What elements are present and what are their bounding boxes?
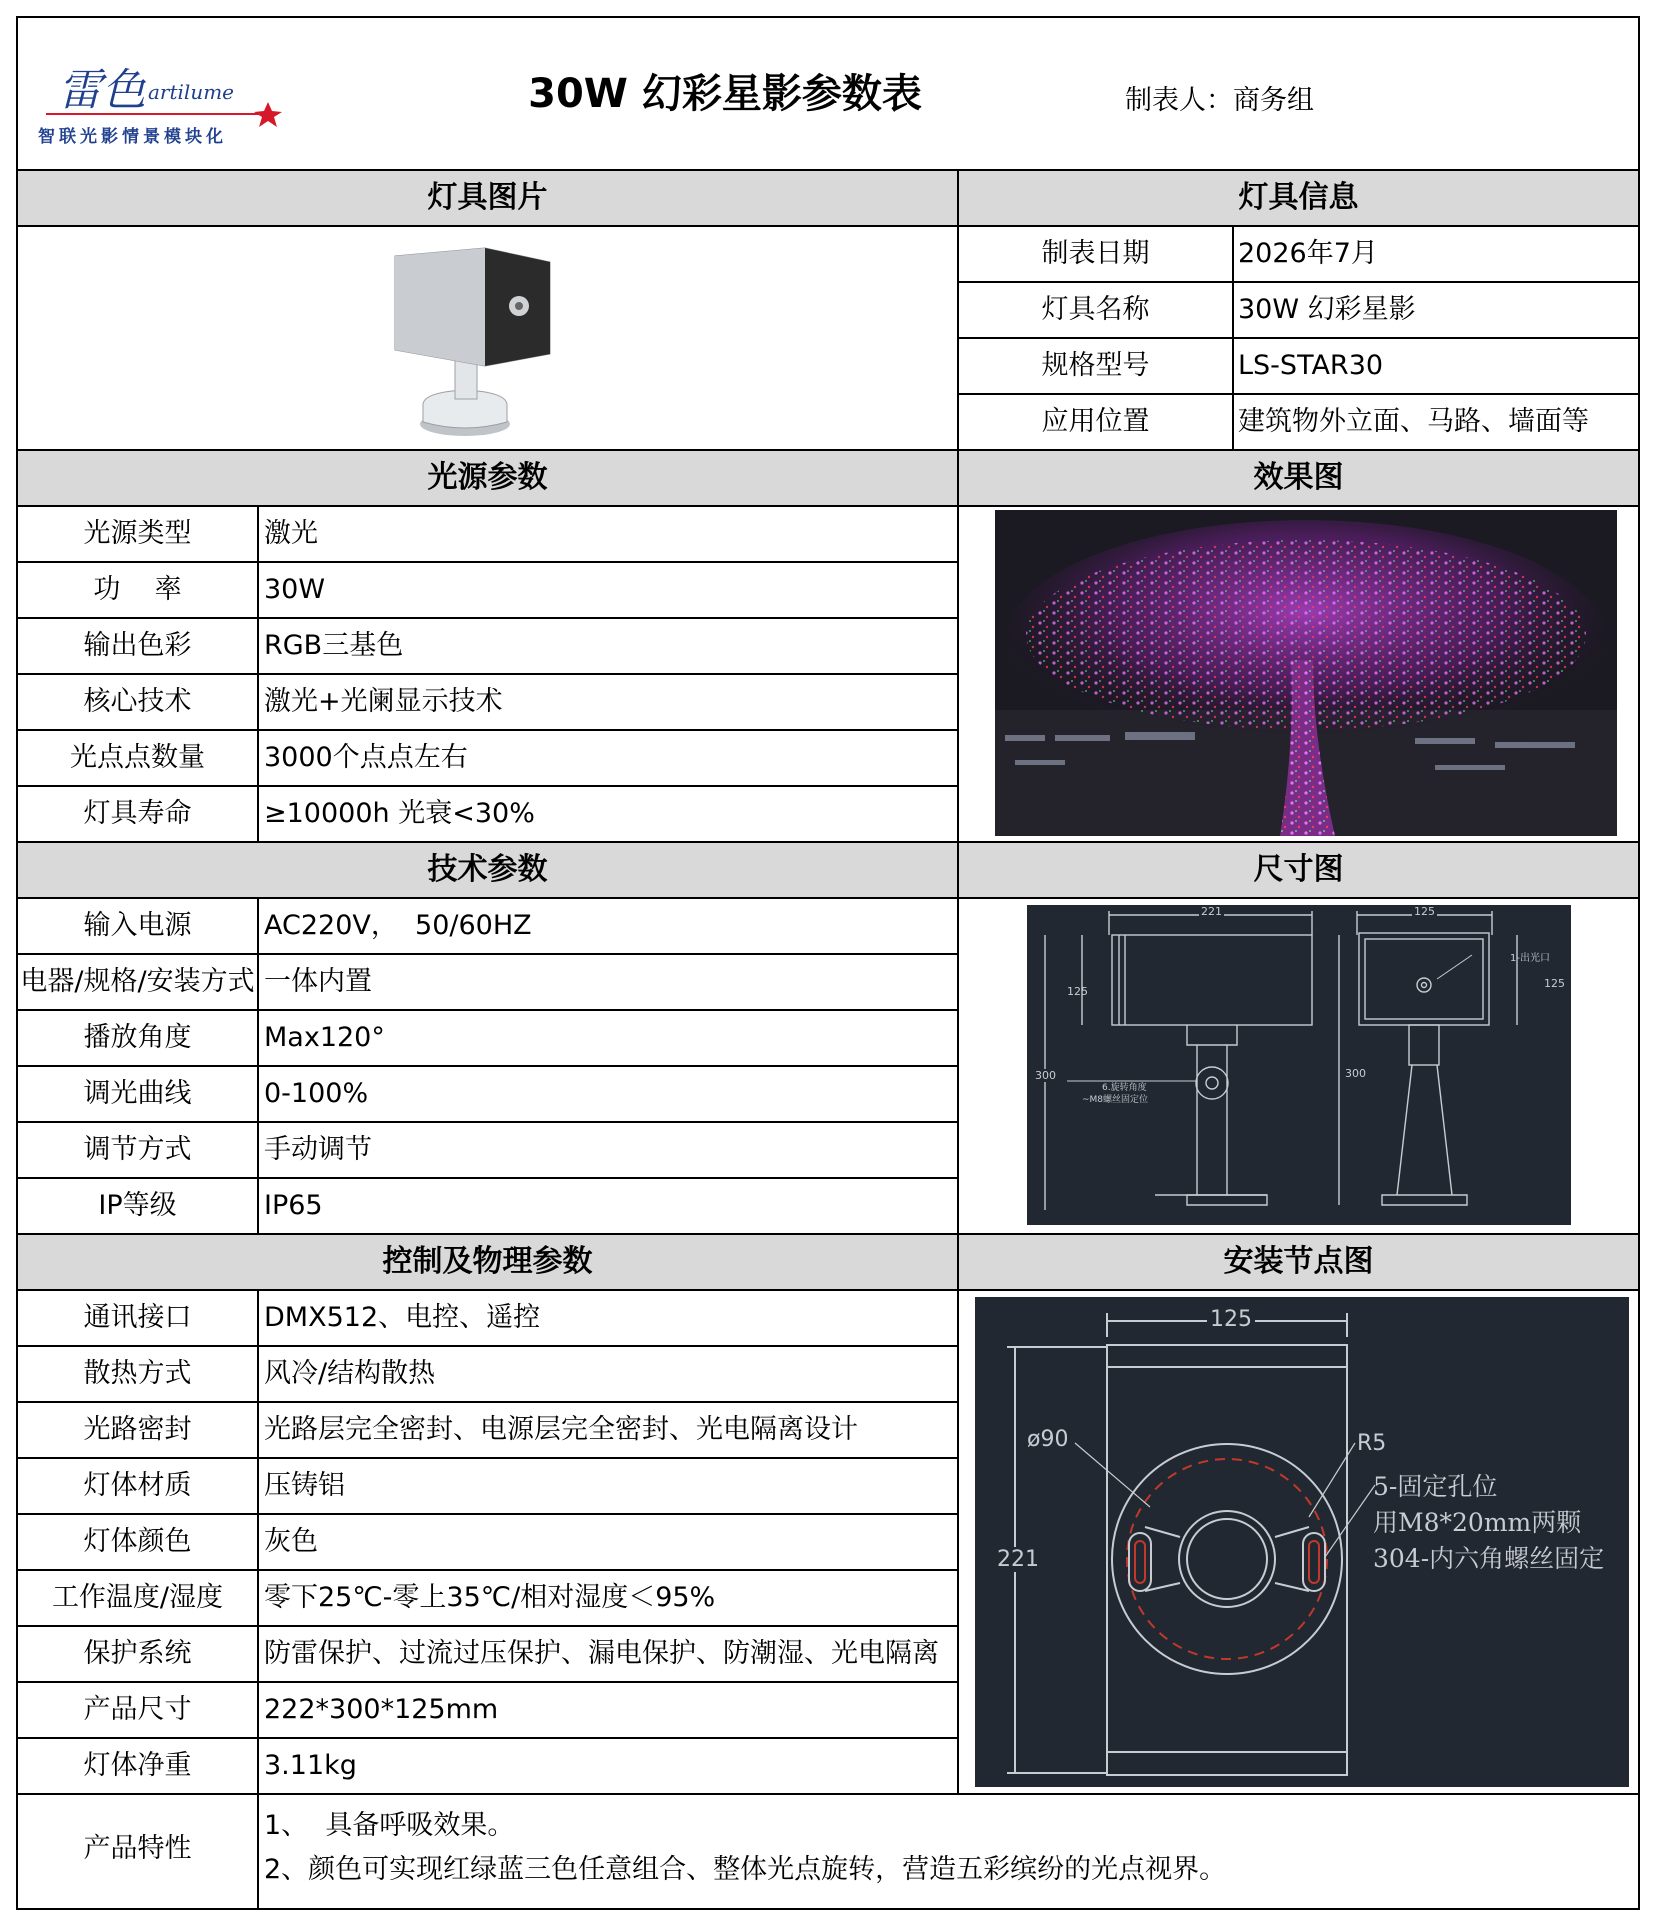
install-height: 221 bbox=[997, 1547, 1039, 1572]
product-photo bbox=[385, 244, 560, 439]
dim-outlet-note: 1-出光口 bbox=[1510, 953, 1550, 964]
light-value: 激光 bbox=[264, 518, 318, 549]
light-label: 光点点数量 bbox=[70, 742, 205, 773]
control-label: 保护系统 bbox=[83, 1638, 192, 1669]
control-label: 灯体净重 bbox=[83, 1750, 192, 1781]
install-note-hex: 304-内六角螺丝固定 bbox=[1373, 1544, 1605, 1573]
section-title-tech: 技术参数 bbox=[427, 852, 548, 887]
light-label: 光源类型 bbox=[83, 518, 192, 549]
section-title-light-source: 光源参数 bbox=[427, 460, 548, 495]
dim-total-height-left: 300 bbox=[1035, 1069, 1056, 1082]
table-maker: 制表人：商务组 bbox=[1125, 85, 1314, 116]
feature-line-1: 1、 具备呼吸效果。 bbox=[264, 1810, 515, 1841]
light-label: 灯具寿命 bbox=[83, 798, 192, 829]
light-value: ≥10000h 光衰<30% bbox=[264, 798, 535, 829]
logo-slogan: 智联光影情景模块化 bbox=[38, 127, 227, 147]
dim-note-rotation: 6.旋转角度 bbox=[1102, 1083, 1147, 1093]
dim-total-height-right: 300 bbox=[1345, 1067, 1366, 1080]
dim-front-height: 125 bbox=[1544, 977, 1565, 990]
control-label: 光路密封 bbox=[83, 1414, 192, 1445]
light-value: RGB三基色 bbox=[264, 630, 404, 661]
section-title-info: 灯具信息 bbox=[1238, 180, 1359, 215]
tech-value: IP65 bbox=[264, 1190, 323, 1221]
info-label: 制表日期 bbox=[1041, 238, 1150, 269]
install-width: 125 bbox=[1207, 1307, 1255, 1332]
control-value: 光路层完全密封、电源层完全密封、光电隔离设计 bbox=[264, 1414, 858, 1445]
light-value: 30W bbox=[264, 574, 326, 605]
section-title-install: 安装节点图 bbox=[1223, 1244, 1374, 1279]
install-note-holes: 5-固定孔位 bbox=[1373, 1472, 1498, 1501]
control-label: 通讯接口 bbox=[83, 1302, 192, 1333]
logo-english-mark: artilume bbox=[148, 80, 234, 104]
control-label: 灯体材质 bbox=[83, 1470, 192, 1501]
dim-note-screw: ~M8螺丝固定位 bbox=[1082, 1095, 1149, 1105]
control-value: DMX512、电控、遥控 bbox=[264, 1302, 541, 1333]
effect-photo bbox=[995, 510, 1617, 836]
section-title-effect: 效果图 bbox=[1253, 460, 1344, 495]
info-value: LS-STAR30 bbox=[1238, 350, 1384, 381]
logo-chinese-mark: 雷色 bbox=[58, 65, 146, 116]
tech-value: 一体内置 bbox=[264, 966, 372, 997]
install-radius: R5 bbox=[1357, 1431, 1387, 1456]
tech-value: 0-100% bbox=[264, 1078, 369, 1109]
light-label: 输出色彩 bbox=[83, 630, 192, 661]
info-label: 应用位置 bbox=[1041, 406, 1150, 437]
info-value: 2026年7月 bbox=[1238, 238, 1378, 269]
tech-label: 调光曲线 bbox=[83, 1078, 192, 1109]
tech-label: 调节方式 bbox=[83, 1134, 192, 1165]
info-label: 规格型号 bbox=[1041, 350, 1150, 381]
control-value: 防雷保护、过流过压保护、漏电保护、防潮湿、光电隔离 bbox=[264, 1638, 939, 1669]
features-label: 产品特性 bbox=[83, 1833, 192, 1864]
light-value: 3000个点点左右 bbox=[264, 742, 468, 773]
control-label: 灯体颜色 bbox=[83, 1526, 192, 1557]
tech-value: 手动调节 bbox=[264, 1134, 372, 1165]
control-value: 3.11kg bbox=[264, 1750, 357, 1781]
control-value: 风冷/结构散热 bbox=[264, 1358, 436, 1389]
tech-label: 播放角度 bbox=[83, 1022, 192, 1053]
tech-value: AC220V， 50/60HZ bbox=[264, 910, 532, 941]
dim-side-width: 221 bbox=[1201, 905, 1222, 918]
info-value: 建筑物外立面、马路、墙面等 bbox=[1238, 406, 1589, 437]
control-value: 零下25℃-零上35℃/相对湿度＜95% bbox=[264, 1582, 716, 1613]
control-label: 工作温度/湿度 bbox=[51, 1582, 224, 1613]
control-value: 222*300*125mm bbox=[264, 1694, 499, 1725]
tech-value: Max120° bbox=[264, 1022, 385, 1053]
tech-label: 电器/规格/安装方式 bbox=[20, 966, 255, 997]
install-diameter: ø90 bbox=[1027, 1427, 1069, 1452]
install-note-screws: 用M8*20mm两颗 bbox=[1373, 1508, 1582, 1537]
control-label: 产品尺寸 bbox=[83, 1694, 192, 1725]
dim-front-width: 125 bbox=[1414, 905, 1435, 918]
control-value: 灰色 bbox=[264, 1526, 318, 1557]
section-title-control: 控制及物理参数 bbox=[382, 1244, 593, 1279]
tech-label: 输入电源 bbox=[83, 910, 192, 941]
info-label: 灯具名称 bbox=[1041, 294, 1150, 325]
dimension-drawing bbox=[1027, 905, 1571, 1225]
light-value: 激光+光阑显示技术 bbox=[264, 686, 503, 717]
tech-label: IP等级 bbox=[98, 1190, 177, 1221]
light-label: 功 率 bbox=[93, 574, 182, 605]
control-label: 散热方式 bbox=[83, 1358, 192, 1389]
light-label: 核心技术 bbox=[83, 686, 192, 717]
install-drawing bbox=[975, 1297, 1629, 1787]
sheet-title: 30W 幻彩星影参数表 bbox=[528, 71, 922, 117]
dim-side-height: 125 bbox=[1067, 985, 1088, 998]
section-title-dimension: 尺寸图 bbox=[1253, 852, 1344, 887]
feature-line-2: 2、颜色可实现红绿蓝三色任意组合、整体光点旋转，营造五彩缤纷的光点视界。 bbox=[264, 1854, 1227, 1885]
section-title-photo: 灯具图片 bbox=[427, 180, 548, 215]
company-logo bbox=[36, 50, 266, 150]
info-value: 30W 幻彩星影 bbox=[1238, 294, 1416, 325]
control-value: 压铸铝 bbox=[264, 1470, 345, 1501]
